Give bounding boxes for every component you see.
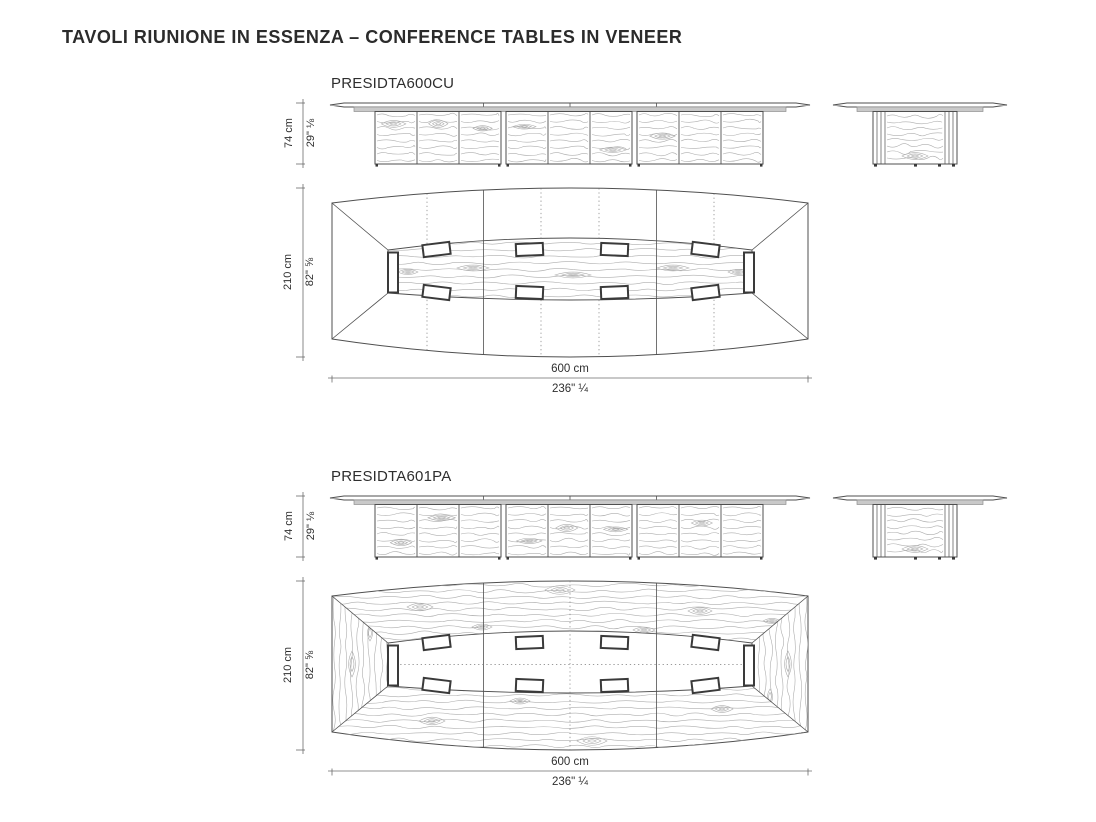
cable-hatch bbox=[744, 253, 754, 293]
side-elevation bbox=[833, 496, 1007, 560]
cable-hatch bbox=[691, 635, 719, 650]
cable-hatch bbox=[516, 286, 543, 299]
dim-length-cm-1: 600 cm bbox=[551, 363, 589, 375]
product-drawing-1 bbox=[296, 99, 1007, 383]
dim-depth-cm-2: 210 cm bbox=[282, 646, 294, 684]
dim-depth-in-1: 82" ⅝ bbox=[304, 257, 316, 287]
product-code-2: PRESIDTA601PA bbox=[331, 468, 452, 485]
cable-hatch bbox=[422, 242, 450, 257]
dim-depth-in-2: 82" ⅝ bbox=[304, 650, 316, 680]
cable-hatch bbox=[691, 285, 719, 300]
product-code-1: PRESIDTA600CU bbox=[331, 75, 455, 92]
dim-height-cm-2: 74 cm bbox=[283, 511, 295, 541]
product-drawing-2 bbox=[296, 492, 1007, 776]
front-elevation bbox=[330, 103, 810, 167]
cable-hatch bbox=[388, 646, 398, 686]
dim-height-in-1: 29" ⅛ bbox=[305, 118, 317, 148]
front-elevation bbox=[330, 496, 810, 560]
dim-height-in-2: 29" ⅛ bbox=[305, 511, 317, 541]
plan-view bbox=[332, 188, 808, 357]
dim-depth-cm-1: 210 cm bbox=[282, 253, 294, 291]
plan-view bbox=[332, 571, 808, 760]
cable-hatch bbox=[601, 636, 628, 649]
cable-hatch bbox=[601, 243, 628, 256]
dim-length-cm-2: 600 cm bbox=[551, 756, 589, 768]
cable-hatch bbox=[422, 678, 450, 693]
cable-hatch bbox=[516, 679, 543, 692]
cable-hatch bbox=[422, 285, 450, 300]
cable-hatch bbox=[422, 635, 450, 650]
cable-hatch bbox=[691, 678, 719, 693]
dim-length-in-2: 236" ¼ bbox=[551, 776, 589, 788]
dim-length-in-1: 236" ¼ bbox=[551, 383, 589, 395]
cable-hatch bbox=[744, 646, 754, 686]
dim-height-cm-1: 74 cm bbox=[283, 118, 295, 148]
cable-hatch bbox=[388, 253, 398, 293]
page-title: TAVOLI RIUNIONE IN ESSENZA – CONFERENCE TABLES IN VENEER bbox=[62, 27, 683, 47]
side-elevation bbox=[833, 103, 1007, 167]
cable-hatch bbox=[516, 243, 543, 256]
cable-hatch bbox=[601, 679, 628, 692]
cable-hatch bbox=[601, 286, 628, 299]
cable-hatch bbox=[691, 242, 719, 257]
cable-hatch bbox=[516, 636, 543, 649]
